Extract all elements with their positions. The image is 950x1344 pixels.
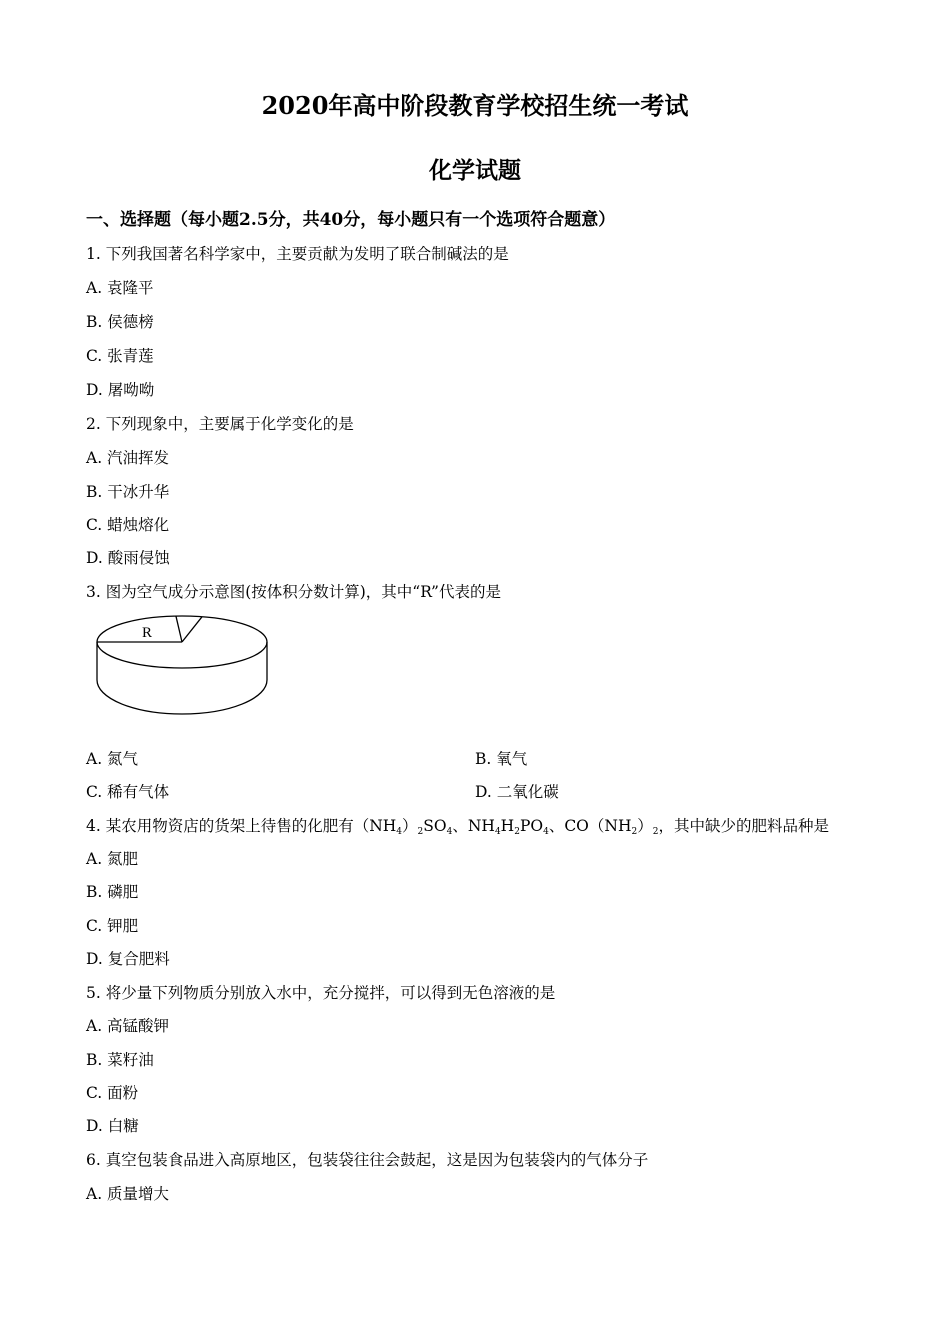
question-3-option-c: C. 稀有气体 bbox=[86, 783, 170, 801]
question-5-option-a: A. 高锰酸钾 bbox=[86, 1017, 170, 1035]
question-3-option-b: B. 氧气 bbox=[475, 750, 528, 768]
question-5-option-d: D. 白糖 bbox=[86, 1117, 139, 1135]
question-4-option-c: C. 钾肥 bbox=[86, 917, 139, 935]
question-2-option-b: B. 干冰升华 bbox=[86, 483, 170, 501]
question-4-option-a: A. 氮肥 bbox=[86, 850, 139, 868]
question-1-option-b: B. 侯德榜 bbox=[86, 313, 154, 331]
question-2-option-c: C. 蜡烛熔化 bbox=[86, 516, 170, 534]
question-5-option-b: B. 菜籽油 bbox=[86, 1051, 154, 1069]
question-1-option-a: A. 袁隆平 bbox=[86, 279, 154, 297]
page-subtitle: 化学试题 bbox=[429, 157, 521, 184]
question-6-stem: 6. 真空包装食品进入高原地区，包装袋往往会鼓起，这是因为包装袋内的气体分子 bbox=[86, 1151, 649, 1169]
air-composition-figure bbox=[92, 612, 272, 724]
question-2-option-d: D. 酸雨侵蚀 bbox=[86, 549, 170, 567]
question-5-stem: 5. 将少量下列物质分别放入水中，充分搅拌，可以得到无色溶液的是 bbox=[86, 984, 556, 1002]
question-3-option-a: A. 氮气 bbox=[86, 750, 139, 768]
question-6-option-a: A. 质量增大 bbox=[86, 1185, 170, 1203]
question-3-option-d: D. 二氧化碳 bbox=[475, 783, 559, 801]
question-4-stem: 4. 某农用物资店的货架上待售的化肥有$(NH_4)_2SO_4$、$NH_4H_2PO_4$、$CO(NH_2)_2$，其中缺少的肥料品种是 bbox=[86, 817, 829, 837]
question-4-option-d: D. 复合肥料 bbox=[86, 950, 170, 968]
question-4-option-b: B. 磷肥 bbox=[86, 883, 139, 901]
figure-label-r: R bbox=[142, 625, 153, 641]
question-3-stem: 3. 图为空气成分示意图(按体积分数计算)，其中“R”代表的是 bbox=[86, 583, 501, 601]
question-1-option-c: C. 张青莲 bbox=[86, 347, 154, 365]
question-1-stem: 1. 下列我国著名科学家中，主要贡献为发明了联合制碱法的是 bbox=[86, 245, 509, 263]
question-5-option-c: C. 面粉 bbox=[86, 1084, 139, 1102]
question-1-option-d: D. 屠呦呦 bbox=[86, 381, 155, 399]
page-title: 2020年高中阶段教育学校招生统一考试 bbox=[261, 91, 689, 120]
section-heading: 一、选择题（每小题2.5分，共40分，每小题只有一个选项符合题意） bbox=[86, 210, 616, 230]
question-2-option-a: A. 汽油挥发 bbox=[86, 449, 170, 467]
question-2-stem: 2. 下列现象中，主要属于化学变化的是 bbox=[86, 415, 354, 433]
